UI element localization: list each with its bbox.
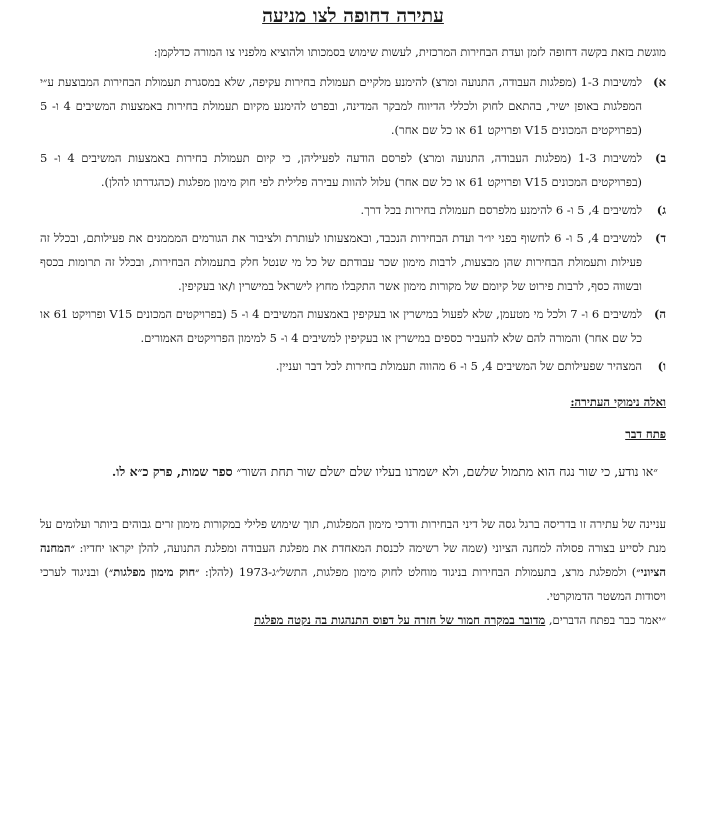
- body-text: ) ובניגוד לערכי ויסודות המשטר הדמוקרטי.: [40, 565, 666, 603]
- body-text: ״יאמר כבר בפתח הדברים,: [545, 613, 666, 627]
- relief-item-d: [40, 226, 666, 298]
- item-marker: ו): [657, 359, 666, 373]
- relief-item-c: [40, 198, 666, 222]
- body-paragraph-1: [40, 512, 666, 608]
- item-text: למשיבים 6 ו- 7 ולכל מי מטעמן, שלא לפעול במישרין או בעקיפין באמצעות המשיבים 4 ו- 5 (בפרויקטים המכונים V15 ופרויקט 61 או כל שם אחר) והמורה להם שלא להעביר כספים במישרין או בעקיפין למשיבים 4 ו- 5 למימון הפרויקטים האמורים.: [40, 307, 643, 345]
- item-marker: ה): [653, 307, 666, 321]
- opening-quote: [40, 458, 666, 486]
- relief-item-f: [40, 354, 666, 378]
- relief-item-e: [40, 302, 666, 350]
- emphasized-text: מדובר במקרה חמור של חזרה על דפוס התנהגות בה נקטה מפלגת: [254, 613, 546, 627]
- grounds-heading: ואלה נימוקי העתירה:: [570, 395, 666, 409]
- body-paragraph-2: [40, 608, 666, 632]
- item-text: למשיבים 4, 5 ו- 6 להימנע מלפרסם תעמולת בחירות בכל דרך.: [360, 203, 642, 217]
- relief-item-b: [40, 146, 666, 194]
- item-text: המצהיר שפעילותם של המשיבים 4, 5 ו- 6 מהווה תעמולת בחירות לכל דבר ועניין.: [275, 359, 642, 373]
- item-marker: ג): [656, 203, 666, 217]
- item-marker: ד): [655, 231, 666, 245]
- relief-item-a: [40, 70, 666, 142]
- petition-title: עתירה דחופה לצו מניעה: [262, 5, 444, 27]
- item-text: למשיבות 1-3 (מפלגות העבודה, התנועה ומרצ) לפרסם הודעה לפעיליהן, כי קיום תעמולת בחירות באמצעות המשיבים 4 ו- 5 (בפרויקטים המכונים V15 ופרויקט 61 או כל שם אחר) עלול להוות עבירה פלילית לפי חוק מימון מפלגות (כהגדרתו להלן).: [40, 151, 643, 189]
- item-marker: ב): [655, 151, 666, 165]
- defined-term: ״חוק מימון מפלגות״: [108, 565, 200, 579]
- item-text: למשיבים 4, 5 ו- 6 לחשוף בפני יו״ר ועדת הבחירות הנכבד, ובאמצעותו לעותרת ולציבור את הגורמים המממנים את פעילותם, ובכלל זה פעילות ותעמולת הבחירות שהן מבצעות, לרבות מימון שכר עבודתם של כל מי שנטל חלק בתעמולת הבחירות, ובכלל זה תרומות בכסף ובשווה כסף, לרבות פירוט של קיומם של מקורות מימון אשר התקבלו מחוץ לישראל במישרין ו/או בעקיפין.: [40, 231, 643, 293]
- quote-text: ״או נודע, כי שור נגח הוא מתמול שלשם, ולא ישמרנו בעליו שלם ישלם שור תחת השור״: [236, 464, 658, 479]
- body-text: ) ולמפלגת מרצ, בתעמולת הבחירות בניגוד מוחלט לחוק מימון מפלגות, התשל״ג-1973 (להלן:: [199, 565, 637, 579]
- defined-term: ״המחנה הציוני״: [40, 541, 667, 579]
- body-text: עניינה של עתירה זו בדריסה ברגל גסה של דיני הבחירות ודרכי מימון המפלגות, תוך שימוש פלילי במקורות מימון זרים גבוהים ביותר ועלומים על מנת לסייע בצורה פסולה למחנה הציוני (שמה של רשימה לכנסת המאחדת את מפלגת העבודה ומפלגת התנועה, להלן יקראו יחדיו:: [40, 517, 666, 555]
- intro-paragraph: מוגשת בזאת בקשה דחופה לזמן ועדת הבחירות המרכזית, לעשות שימוש בסמכותו ולהוציא מלפניו צו המורה כדלקמן:: [153, 45, 666, 59]
- opening-heading: פתח דבר: [625, 427, 666, 441]
- quote-source: ספר שמות, פרק כ״א לו.: [111, 464, 233, 479]
- item-marker: א): [653, 75, 666, 89]
- item-text: למשיבות 1-3 (מפלגות העבודה, התנועה ומרצ) להימנע מלקיים תעמולת בחירות עקיפה, שלא במסגרת תעמולת הבחירות המבוצעת ע״י המפלגות באופן ישיר, בהתאם לחוק ולכללי הדיווח למבקר המדינה, ובפרט להימנע מקיום תעמולת בחירות באמצעות המשיבים 4 ו- 5 (בפרויקטים המכונים V15 ופרויקט 61 או כל שם אחר).: [40, 75, 642, 137]
